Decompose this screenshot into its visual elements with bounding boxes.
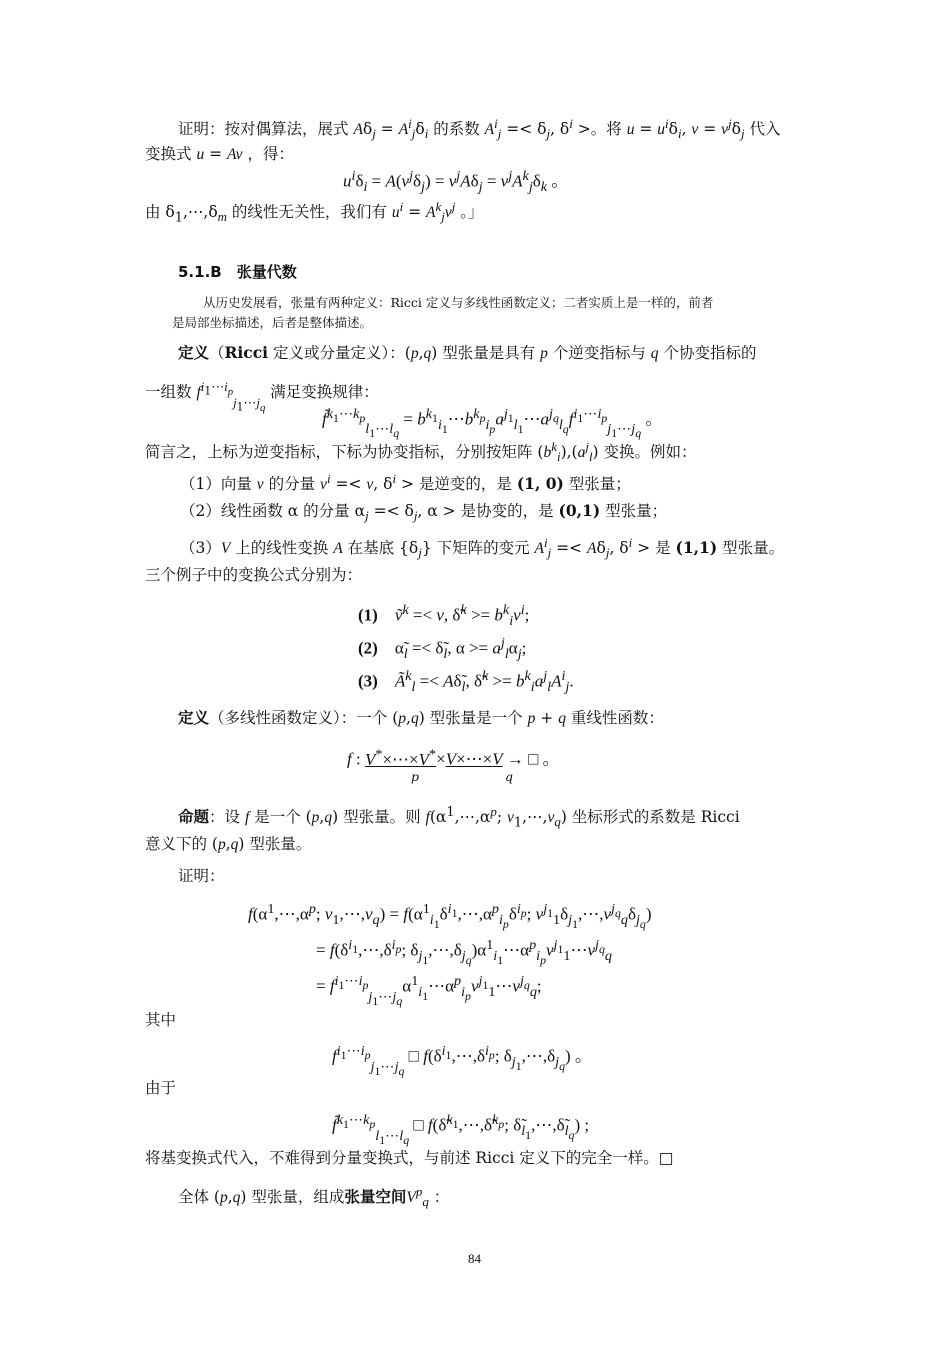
section-title: 5.1.B 张量代数: [178, 263, 297, 281]
prop-conclusion: 将基变换式代入，不难得到分量变换式，与前述 Ricci 定义下的完全一样。□: [145, 1149, 674, 1167]
prop-eq5: f̃$^{k_1\cdots k_p}_{l_1\cdots l_q}$ □ f(δ̃$^{k_1}$,⋯,δ̃$^{k_p}$; $\deltã_{l_1},\cdots,\deltã_{l_q}$) ;: [332, 1112, 590, 1147]
prop-line2: 意义下的 (p,q) 型张量。: [145, 835, 312, 853]
def1-formula-3: (3) $Ã^k_l$ =< $A\deltã_l$, δ̃$^k$ >= $b^k_ia^j_lA^i_j$.: [358, 668, 574, 696]
def1-example-1: （1）向量 v 的分量 $v^i =< v$, $\delta^i$ > 是逆变的，是 (1, 0) 型张量；: [180, 471, 631, 494]
def1-formula-2: (2) $\alphã_l$ =< $\deltã_l$, $\alpha >= a^j_l\alpha_j$;: [358, 635, 527, 663]
def1-line1: 定义（Ricci 定义或分量定义）：(p,q) 型张量是具有 p 个逆变指标与 q 个协变指标的: [178, 343, 757, 362]
tensor-space-term: 张量空间: [344, 1188, 407, 1207]
def2-brace-q: q: [505, 769, 514, 784]
section-intro-1: 从历史发展看，张量有两种定义：Ricci 定义与多线性函数定义；二者实质上是一样的，前者: [203, 295, 714, 310]
prop-eq1: $f(\alpha^1,\cdots,\alpha^p$; $v_1,\cdots,v_q$) = $f(\alpha^1_{i_1}\delta^{i_1},\cdots,\alpha^p_{i_p}\delta^{i_p}$; $v^{j_1}_1\delta_{j_1},\cdots,v^{j_q}_q\delta_{j_q}$): [248, 901, 652, 931]
def1-line4: 三个例子中的变换公式分别为：: [145, 566, 363, 584]
page-number: 84: [468, 1251, 481, 1266]
prop-eq2: = $f(\delta^{i_1},\cdots,\delta^{i_p}$; $\delta_{j_1},\cdots,\delta_{j_q})\alpha^1_{i_1}\cdots\alpha^p_{i_p}v^{j_1}_1\cdots v^{j_q}_q$: [316, 937, 612, 967]
proof1-line1-text: 证明：按对偶算法，展式 $A\delta_j = A^i_j\delta_i$ 的系数 $A^i_j =< \delta_j$, $\delta^i$ >。将 $u = u^i\delta_i$, $v = v^j\delta_j$ 代入: [178, 116, 781, 142]
prop-eq4: $f^{i_1\cdots i_p}_{j_1\cdots j_q}$ □ $f(\delta^{i_1},\cdots,\delta^{i_p}$; $\delta_{j_1},\cdots,\delta_{j_q}$) 。: [332, 1043, 592, 1078]
prop-eq3: = $f^{i_1\cdots i_p}_{j_1\cdots j_q}\alpha^1_{i_1}\cdots\alpha^p_{i_p}v^{j_1}_1\cdots v^{j_q}_q$;: [316, 973, 542, 1008]
last-line: 全体 (p,q) 型张量，组成张量空间$V^p_q$ ：: [178, 1184, 450, 1210]
def1-example-2: （2）线性函数 α 的分量 $\alpha_j =< \delta_j$, α > 是协变的，是 (0,1) 型张量；: [180, 501, 668, 524]
def1-line2: 一组数 $f^{i_1\cdots i_p}_{j_1\cdots j_q}$ 满足变换规律：: [145, 379, 379, 414]
proof1-eq1: $u^i\delta_i = A(v^j\delta_j) = v^jA\delta_j = v^jA^k_j\delta_k$ 。: [343, 168, 569, 196]
def2-line1: 定义（多线性函数定义）：一个 (p,q) 型张量是一个 p + q 重线性函数：: [178, 709, 664, 727]
proof1-line1: [178, 113, 781, 146]
def1-example-3: （3）V 上的线性变换 A 在基底 $\{\delta_j\}$ 下矩阵的变元 $A^i_j =< A\delta_j$, $\delta^i$ > 是 (1,1) 型张量。: [180, 535, 785, 561]
def2-eq: f : V*×⋯×V*×V×⋯×V → □ 。: [347, 746, 560, 769]
proof1-line3: 由 $\delta_1,\cdots,\delta_m$ 的线性无关性，我们有 $u^i = A^k_jv^j$ 。」: [145, 199, 484, 226]
prop-proof-label: 证明：: [178, 867, 225, 885]
section-intro-2: 是局部坐标描述，后者是整体描述。: [172, 315, 373, 330]
def1-line3: 简言之，上标为逆变指标，下标为协变指标，分别按矩阵 $(b^k_i),(a^j_l)$ 变换。例如：: [145, 439, 697, 465]
prop-line1: 命题：设 f 是一个 (p,q) 型张量。则 $f(\alpha^1,\cdots,\alpha^p$; $v_1,\cdots,v_q$) 坐标形式的系数是 Ricci: [178, 804, 740, 831]
prop-where: 其中: [145, 1011, 177, 1029]
def2-label: 定义: [178, 709, 210, 727]
def1-formula-1: (1) ṽ$^k$ =< v, δ̃$^k$ >= $b^k_iv^i$;: [358, 602, 530, 630]
prop-since: 由于: [145, 1079, 177, 1097]
def1-eq: f̃$^{k_1\cdots k_p}_{l_1\cdots l_q}$ = $b^{k_1}_{i_1}\cdots b^{k_p}_{i_p}a^{j_1}_{l_1}\cdots a^{j_q}_{l_q}f^{i_1\cdots i_p}_{j_1\cdots j_q}$ 。: [322, 406, 663, 440]
prop-label: 命题: [178, 808, 210, 827]
def1-label: 定义: [178, 344, 210, 362]
def2-brace-p: p: [411, 769, 420, 784]
proof1-line2: 变换式 u = Av ，得：: [145, 145, 294, 163]
